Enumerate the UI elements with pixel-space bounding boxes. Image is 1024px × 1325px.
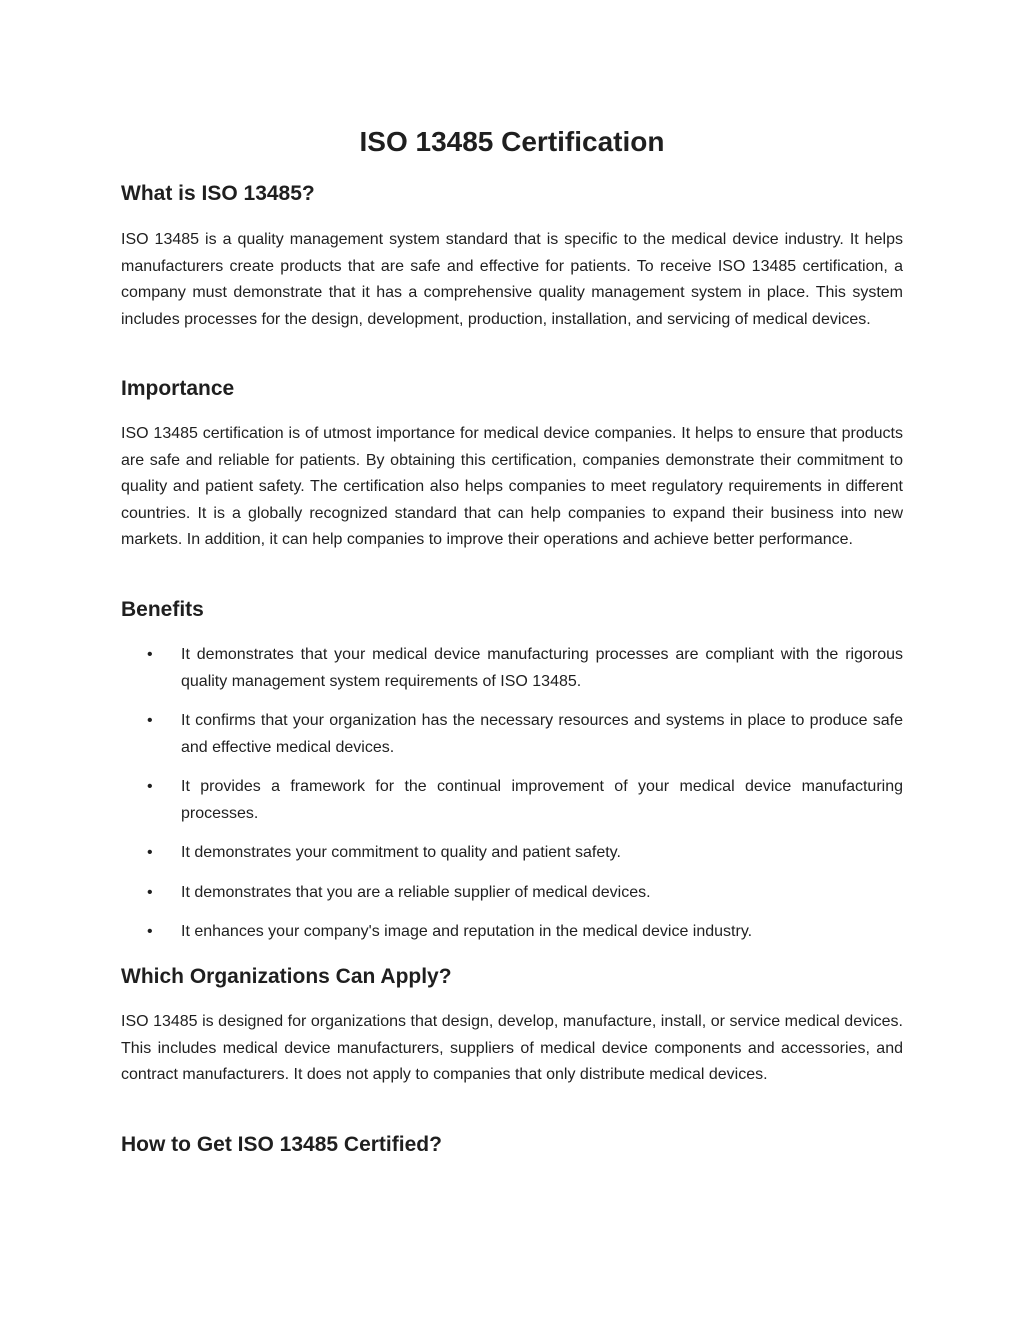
section-heading-importance: Importance [121,377,235,400]
list-item-text: It demonstrates that your medical device manufacturing processes are compliant with the rigorous quality management system requirements of ISO 13485. [181,646,903,690]
bullet-icon: • [147,883,153,901]
bullet-icon: • [147,778,153,795]
bullet-icon: • [147,646,153,663]
list-item [121,840,903,867]
section-body-what: ISO 13485 is a quality management system standard that is specific to the medical device industry. It helps manufacturers create products that are safe and effective for patients. To receive ISO 13485 certification, a company must demonstrate that it has a comprehensive quality management system in place. This system includes processes for the design, development, production, installation, and servicing of medical devices. [121,231,903,328]
section-body-importance: ISO 13485 certification is of utmost importance for medical device companies. It helps to ensure that products are safe and reliable for patients. By obtaining this certification, companies demonstrate their commitment to quality and patient safety. The certification also helps companies to meet regulatory requirements in different countries. It is a globally recognized standard that can help companies to expand their business into new markets. In addition, it can help companies to improve their operations and achieve better performance. [121,425,903,548]
list-item-text: It provides a framework for the continual improvement of your medical device manufacturing processes. [181,778,903,822]
benefits-list [121,642,903,959]
list-item [121,642,903,695]
bullet-icon: • [147,712,153,729]
section-heading-what: What is ISO 13485? [121,182,315,205]
section-body-apply: ISO 13485 is designed for organizations that design, develop, manufacture, install, or service medical devices. This includes medical device manufacturers, suppliers of medical device components and accessories, and contract manufacturers. It does not apply to companies that only distribute medical devices. [121,1013,903,1083]
list-item-text: It confirms that your organization has the necessary resources and systems in place to produce safe and effective medical devices. [181,712,903,756]
bullet-icon: • [147,923,153,940]
list-item [121,919,903,946]
bullet-icon: • [147,844,153,861]
list-item [121,774,903,827]
list-item-text: It enhances your company's image and reputation in the medical device industry. [181,923,753,940]
list-item [121,708,903,761]
list-item-text: It demonstrates your commitment to quality and patient safety. [181,844,621,861]
section-heading-benefits: Benefits [121,598,204,621]
list-item [121,880,903,907]
section-heading-apply: Which Organizations Can Apply? [121,965,452,988]
list-item-text: It demonstrates that you are a reliable supplier of medical devices. [181,883,651,901]
document-title: ISO 13485 Certification [359,126,665,157]
section-heading-how: How to Get ISO 13485 Certified? [121,1133,442,1156]
